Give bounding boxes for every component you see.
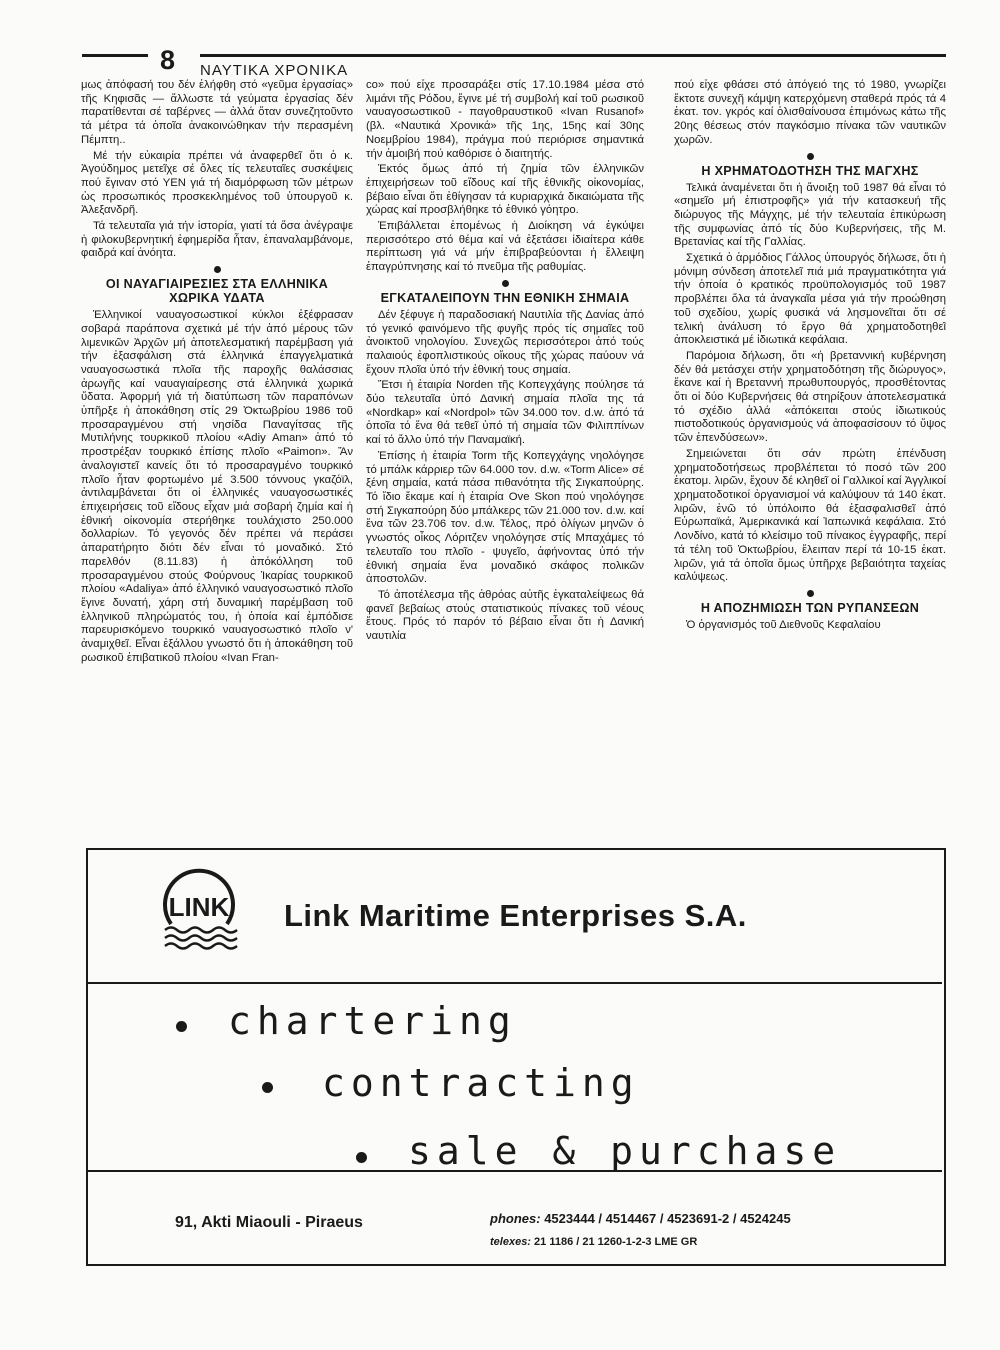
paragraph: Δέν ξέφυγε ἡ παραδοσιακή Ναυτιλία τῆς Δανίας ἀπό τό γενικό φαινόμενο τῆς φυγῆς πρός τίς σημαῖες τοῦ ἀνοικτοῦ νηολογίου. Συνεχῶς περισσότεροι ἀπό τούς παλαιούς ἐφοπλιστικούς οἴκους τῆς χώρας παύουν νά ἔχουν πλοῖα ὑπό τήν ἐθνική τους σημαία. [366,308,644,376]
paragraph: Σημειώνεται ὅτι σάν πρώτη ἐπένδυση χρηματοδοτήσεως προβλέπεται τό ποσό τῶν 200 ἑκατομ. λιρῶν, ἔχουν δέ κληθεῖ οἱ Γαλλικοί καί Ἀγγλικοί χρηματοδοτικοί ὀργανισμοί νά καλύψουν τά 140 ἑκατ. λιρῶν, ἐνῶ τό ὑπόλοιπο θά ἐξασφαλισθεῖ ἀπό Εὐρωπαϊκά, Ἀμερικανικά καί Ἰαπωνικά κεφάλαια. Στό Λονδίνο, κατά τό κλείσιμο τοῦ πίνακος ἐγγραφῆς, περί τά τέλη τοῦ Ὀκτωβρίου, ἔλειπαν περί τά 10-15 ἑκατ. λιρῶν, γιά τά ὁποῖα ὅμως ὑπῆρχε βεβαιότητα ταχείας καλύψεως. [674,447,946,584]
article-column-2 [366,79,644,839]
article-column-1 [81,79,353,839]
company-name: Link Maritime Enterprises S.A. [284,898,747,933]
article-column-3 [674,79,946,839]
link-logo-icon [157,868,241,954]
service-chartering: chartering [228,999,517,1043]
paragraph: Τό ἀποτέλεσμα τῆς ἀθρόας αὐτῆς ἐγκαταλείψεως θά φανεῖ βεβαίως στούς στατιστικούς πίνακες τοῦ νέους ἔτους. Πρός τό παρόν τό βέβαιο εἶναι ὅτι ἡ Δανική ναυτιλία [366,588,644,643]
paragraph: Σχετικά ὁ ἁρμόδιος Γάλλος ὑπουργός δήλωσε, ὅτι ἡ μόνιμη σύνδεση ἀποτελεῖ πιά μιά πραγματικότητα γιά τήν ὁποία ὁ κρατικός προϋπολογισμός τοῦ 1987 προβλέπει ὅλα τά ἀναγκαῖα μέσα γιά τήν προώθηση τοῦ σχεδίου, χωρίς φυσικά νά λησμονεῖται ὅτι σέ τελική ἀνάλυση τό ἔργο θά χρηματοδοτηθεῖ ἀποκλειστικά μέ ἰδιωτικά κεφάλαια. [674,252,946,347]
telexes-label: telexes: [490,1236,531,1248]
publication-title: ΝΑΥΤΙΚΑ ΧΡΟΝΙΚΑ [200,62,349,79]
service-contracting: contracting [322,1061,640,1105]
section-bullet [502,280,509,287]
phones-label: phones: [490,1211,541,1226]
section-bullet [807,590,814,597]
page-number: 8 [160,45,176,75]
paragraph: Ἐπίσης ἡ ἑταιρία Torm τῆς Κοπεγχάγης νηολόγησε τό μπάλκ κάρριερ τῶν 64.000 τον. d.w. «Torm Alice» σέ ξένη σημαία, κατά πάσα πιθανότητα τῆς Σιγκαπούρης. Τό ἴδιο ἔκαμε καί ἡ ἑταιρία Ove Skon πού νηολόγησε στή Σιγκαπούρη δύο μπάλκερς τῶν 21.000 τον. d.w. καί ἕνα τῶν 23.706 τον. d.w. Τέλος, πρό ὀλίγων μηνῶν ὁ γνωστός οἶκος Λόριτζεν νηολόγησε στίς Μπαχάμες τό τελευταῖο του πλοῖο - ψυγεῖο, ἀφήνοντας ὑπό τήν ἐθνική σημαία ἕνα μοναδικό σκάφος πολικῶν ἀποστολῶν. [366,449,644,586]
paragraph: Ἔτσι ἡ ἑταιρία Norden τῆς Κοπεγχάγης πούλησε τά δύο τελευταῖα ὑπό Δανική σημαία πλοῖα της τά «Nordkap» καί «Nordpol» τῶν 34.000 τον. d.w. ἀπό τά ὁποῖα τό ἕνα θά τεθεῖ ὑπό τή σημαία τῶν Φιλιππίνων καί τό ἄλλο ὑπό τήν Παναμαϊκή. [366,379,644,447]
company-telexes [490,1237,697,1248]
paragraph: Τά τελευταῖα γιά τήν ἱστορία, γιατί τά ὅσα ἀνέγραψε ἡ φιλοκυβερνητική ἐφημερίδα ἦταν, ἐπαναλαμβάνομε, φαιδρά καί ἀνόητα. [81,220,353,260]
company-address: 91, Akti Miaouli - Piraeus [175,1214,363,1231]
service-sale-purchase: sale & purchase [408,1129,842,1173]
telexes-value: 21 1186 / 21 1260-1-2-3 LME GR [534,1236,698,1248]
paragraph: Τελικά ἀναμένεται ὅτι ἡ ἄνοιξη τοῦ 1987 θά εἶναι τό «σημεῖο μή ἐπιστροφῆς» γιά τήν κατασκευή τῆς διώρυγος τῆς Μάγχης, μέ τήν τελευταία ἐπικύρωση τῆς συμφωνίας ἀπό τίς δύο Κυβερνήσεις, τῆς Μ. Βρετανίας καί τῆς Γαλλίας. [674,181,946,249]
phones-value: 4523444 / 4514467 / 4523691-2 / 4524245 [544,1211,791,1226]
bullet-icon [176,1021,187,1032]
section-heading: ΕΓΚΑΤΑΛΕΙΠΟΥΝ ΤΗΝ ΕΘΝΙΚΗ ΣΗΜΑΙΑ [380,290,630,305]
paragraph: Μέ τήν εὐκαιρία πρέπει νά ἀναφερθεῖ ὅτι ὁ κ. Ἀγούδημος μετεῖχε σέ ὅλες τίς τελευταῖες συσκέψεις πού ἔγιναν στό ΥΕΝ γιά τή διαμόρφωση τῶν μέτρων ὡς προσωπικός προσκεκλημένος τοῦ ὑπουργοῦ κ. Ἀλεξανδρῆ. [81,149,353,217]
paragraph: Ὁ ὀργανισμός τοῦ Διεθνοῦς Κεφαλαίου [686,618,881,631]
paragraph: Ἑλληνικοί ναυαγοσωστικοί κύκλοι ἐξέφρασαν σοβαρά παράπονα σχετικά μέ τήν ἀπό μέρους τῶν λιμενικῶν Ἀρχῶν μή ἀποτελεσματική παρέμβαση γιά τήν ἐξασφάλιση στά ἑλληνικά ἐπαγγελματικά ναυαγοσωστικά πλοῖα τῆς παροχῆς θαλάσσιας ἀρωγῆς καί ναυαγιαίρεσης στά ἑλληνικά χωρικά ὕδατα. Ἀφορμή γιά τή διατύπωση τῶν παραπόνων ὑπῆρξε ἡ ἀποκάθηση στίς 29 Ὀκτωβρίου 1986 τοῦ προσαραγμένου στή νησίδα Παναγίτσας τῆς Μυτιλήνης τουρκικοῦ πλοίου «Adiy Aman» ἀπό τό προστρέξαν τουρκικό ἐπίσης πλοῖο «Paimon». Ἄν ἀναλογιστεῖ κανείς ὅτι τό προσαραγμένο τουρκικό πλοῖο ἦταν φορτωμένο μέ 3.500 τόννους γκαζόϊλ, ἀντιλαμβάνεται ὅτι οἱ ἑλληνικές ναυαγοσωστικές ἐπιχειρήσεις τοῦ εἴδους εἶχαν μιά σοβαρή ζημία καί ἡ ἐθνική οἰκονομία στερήθηκε τουλάχιστο 250.000 δολλαρίων. Τό γεγονός δέν πρέπει νά περάσει ἀπαρατήρητο διότι δέν εἶναι τό μοναδικό. Στό παρελθόν (8.11.83) ἡ ἀπόκόλληση τοῦ προσαραγμένου στούς Φούρνους Ἰκαρίας τουρκικοῦ πλοίου «Adaliya» ἀπό ἑλληνικό ναυαγοσωστικό πλοῖο ἔγινε δυνατή, χάρη στή δυναμική παρέμβαση τοῦ ἑλληνικοῦ πληρώματός του, ἡ ὁποία καί ἐμπόδισε παρευρισκόμενο τουρκικό ναυαγοσωστικό πλοῖο ν' ἀναμιχθεῖ. Εἶναι ἐξάλλου γνωστό ὅτι ἡ ἀποκάθηση τοῦ ρωσικοῦ ἐπιβατικοῦ πλοίου «Ivan Fran- [81,309,353,664]
logo-text: LINK [168,892,230,922]
paragraph: co» πού εἶχε προσαράξει στίς 17.10.1984 μέσα στό λιμάνι τῆς Ρόδου, ἔγινε μέ τή συμβολή καί τοῦ ρωσικοῦ ναυαγοσωστικοῦ - παγοθραυστικοῦ «Ivan Rusanof» (βλ. «Ναυτικά Χρονικά» τῆς 1ης, 15ης καί 30ης Νοεμβρίου 1984), πράγμα πού περιόρισε σημαντικά τήν ἀμοιβή πού καθόρισε ὁ διαιτητής. [366,79,644,160]
section-bullet [214,266,221,273]
paragraph: Ἐπιβάλλεται ἑπομένως ἡ Διοίκηση νά ἐγκύψει περισσότερο στό θέμα καί νά ἐξετάσει ἰδιαίτερα κάθε περίπτωση γιά νά μήν ἐπιβραβεύονται ἡ ἔλλειψη ἐπαγρύπνησης καί τό πνεῦμα τῆς ραθυμίας. [366,220,644,274]
paragraph: πού εἶχε φθάσει στό ἀπόγειό της τό 1980, γνωρίζει ἔκτοτε συνεχῆ κάμψη κατερχόμενη σταθερά πρός τά 4 ἑκατ. τον. γκρός καί ὁλισθαίνουσα ἐπιμόνως κάτω τῆς 20ης θέσεως στόν παγκόσμιο πίνακα τῶν ναυτικῶν χωρῶν. [674,79,946,146]
header-rule-right [200,54,946,57]
paragraph: Ἐκτός ὅμως ἀπό τή ζημία τῶν ἑλληνικῶν ἐπιχειρήσεων τοῦ εἴδους καί τῆς ἐθνικῆς οἰκονομίας, βέβαιο εἶναι ὅτι ἐθίγησαν τά κυριαρχικά δικαιώματα τῆς χώρας καί προσβλήθηκε τό ἐθνικό γόητρο. [366,163,644,217]
header-rule-left [82,54,148,57]
section-heading: Η ΧΡΗΜΑΤΟΔΟΤΗΣΗ ΤΗΣ ΜΑΓΧΗΣ [701,163,919,178]
company-phones [490,1212,791,1225]
section-bullet [807,153,814,160]
bullet-icon [356,1152,367,1163]
bullet-icon [262,1082,273,1093]
section-heading: ΟΙ ΝΑΥΑΓΙΑΙΡΕΣΙΕΣ ΣΤΑ ΕΛΛΗΝΙΚΑ ΧΩΡΙΚΑ ΥΔΑΤΑ [105,277,329,306]
paragraph: μως ἀπόφασή του δέν ἐλήφθη στό «γεῦμα ἐργασίας» τῆς Κηφισᾶς — ἄλλωστε τά γεύματα ἐργασίας δέν παρατίθενται σέ ταβέρνες — ἀλλά ὅταν συνεζητοῦντο τά μέτρα τά ὁποῖα ἀνακοινώθηκαν τήν περασμένη Πέμπτη.. [81,79,353,146]
section-heading: Η ΑΠΟΖΗΜΙΩΣΗ ΤΩΝ ΡΥΠΑΝΣΕΩΝ [700,600,920,615]
paragraph: Παρόμοια δήλωση, ὅτι «ἡ βρεταννική κυβέρνηση δέν θά μετάσχει στήν χρηματοδότηση τῆς διώρυγος», ἔκανε καί ἡ Βρεταννή πρωθυπουργός, προσθέτοντας ὅτι οἱ δύο Κυβερνήσεις θά στηρίξουν ἀποτελεσματικά τό σχέδιο ἀλλά «ἀπόκειται στούς ἰδιωτικούς πιστοδοτικούς ὀργανισμούς νά ἀποφασίσουν τό ὕψος τῶν ἐπενδύσεων». [674,349,946,445]
